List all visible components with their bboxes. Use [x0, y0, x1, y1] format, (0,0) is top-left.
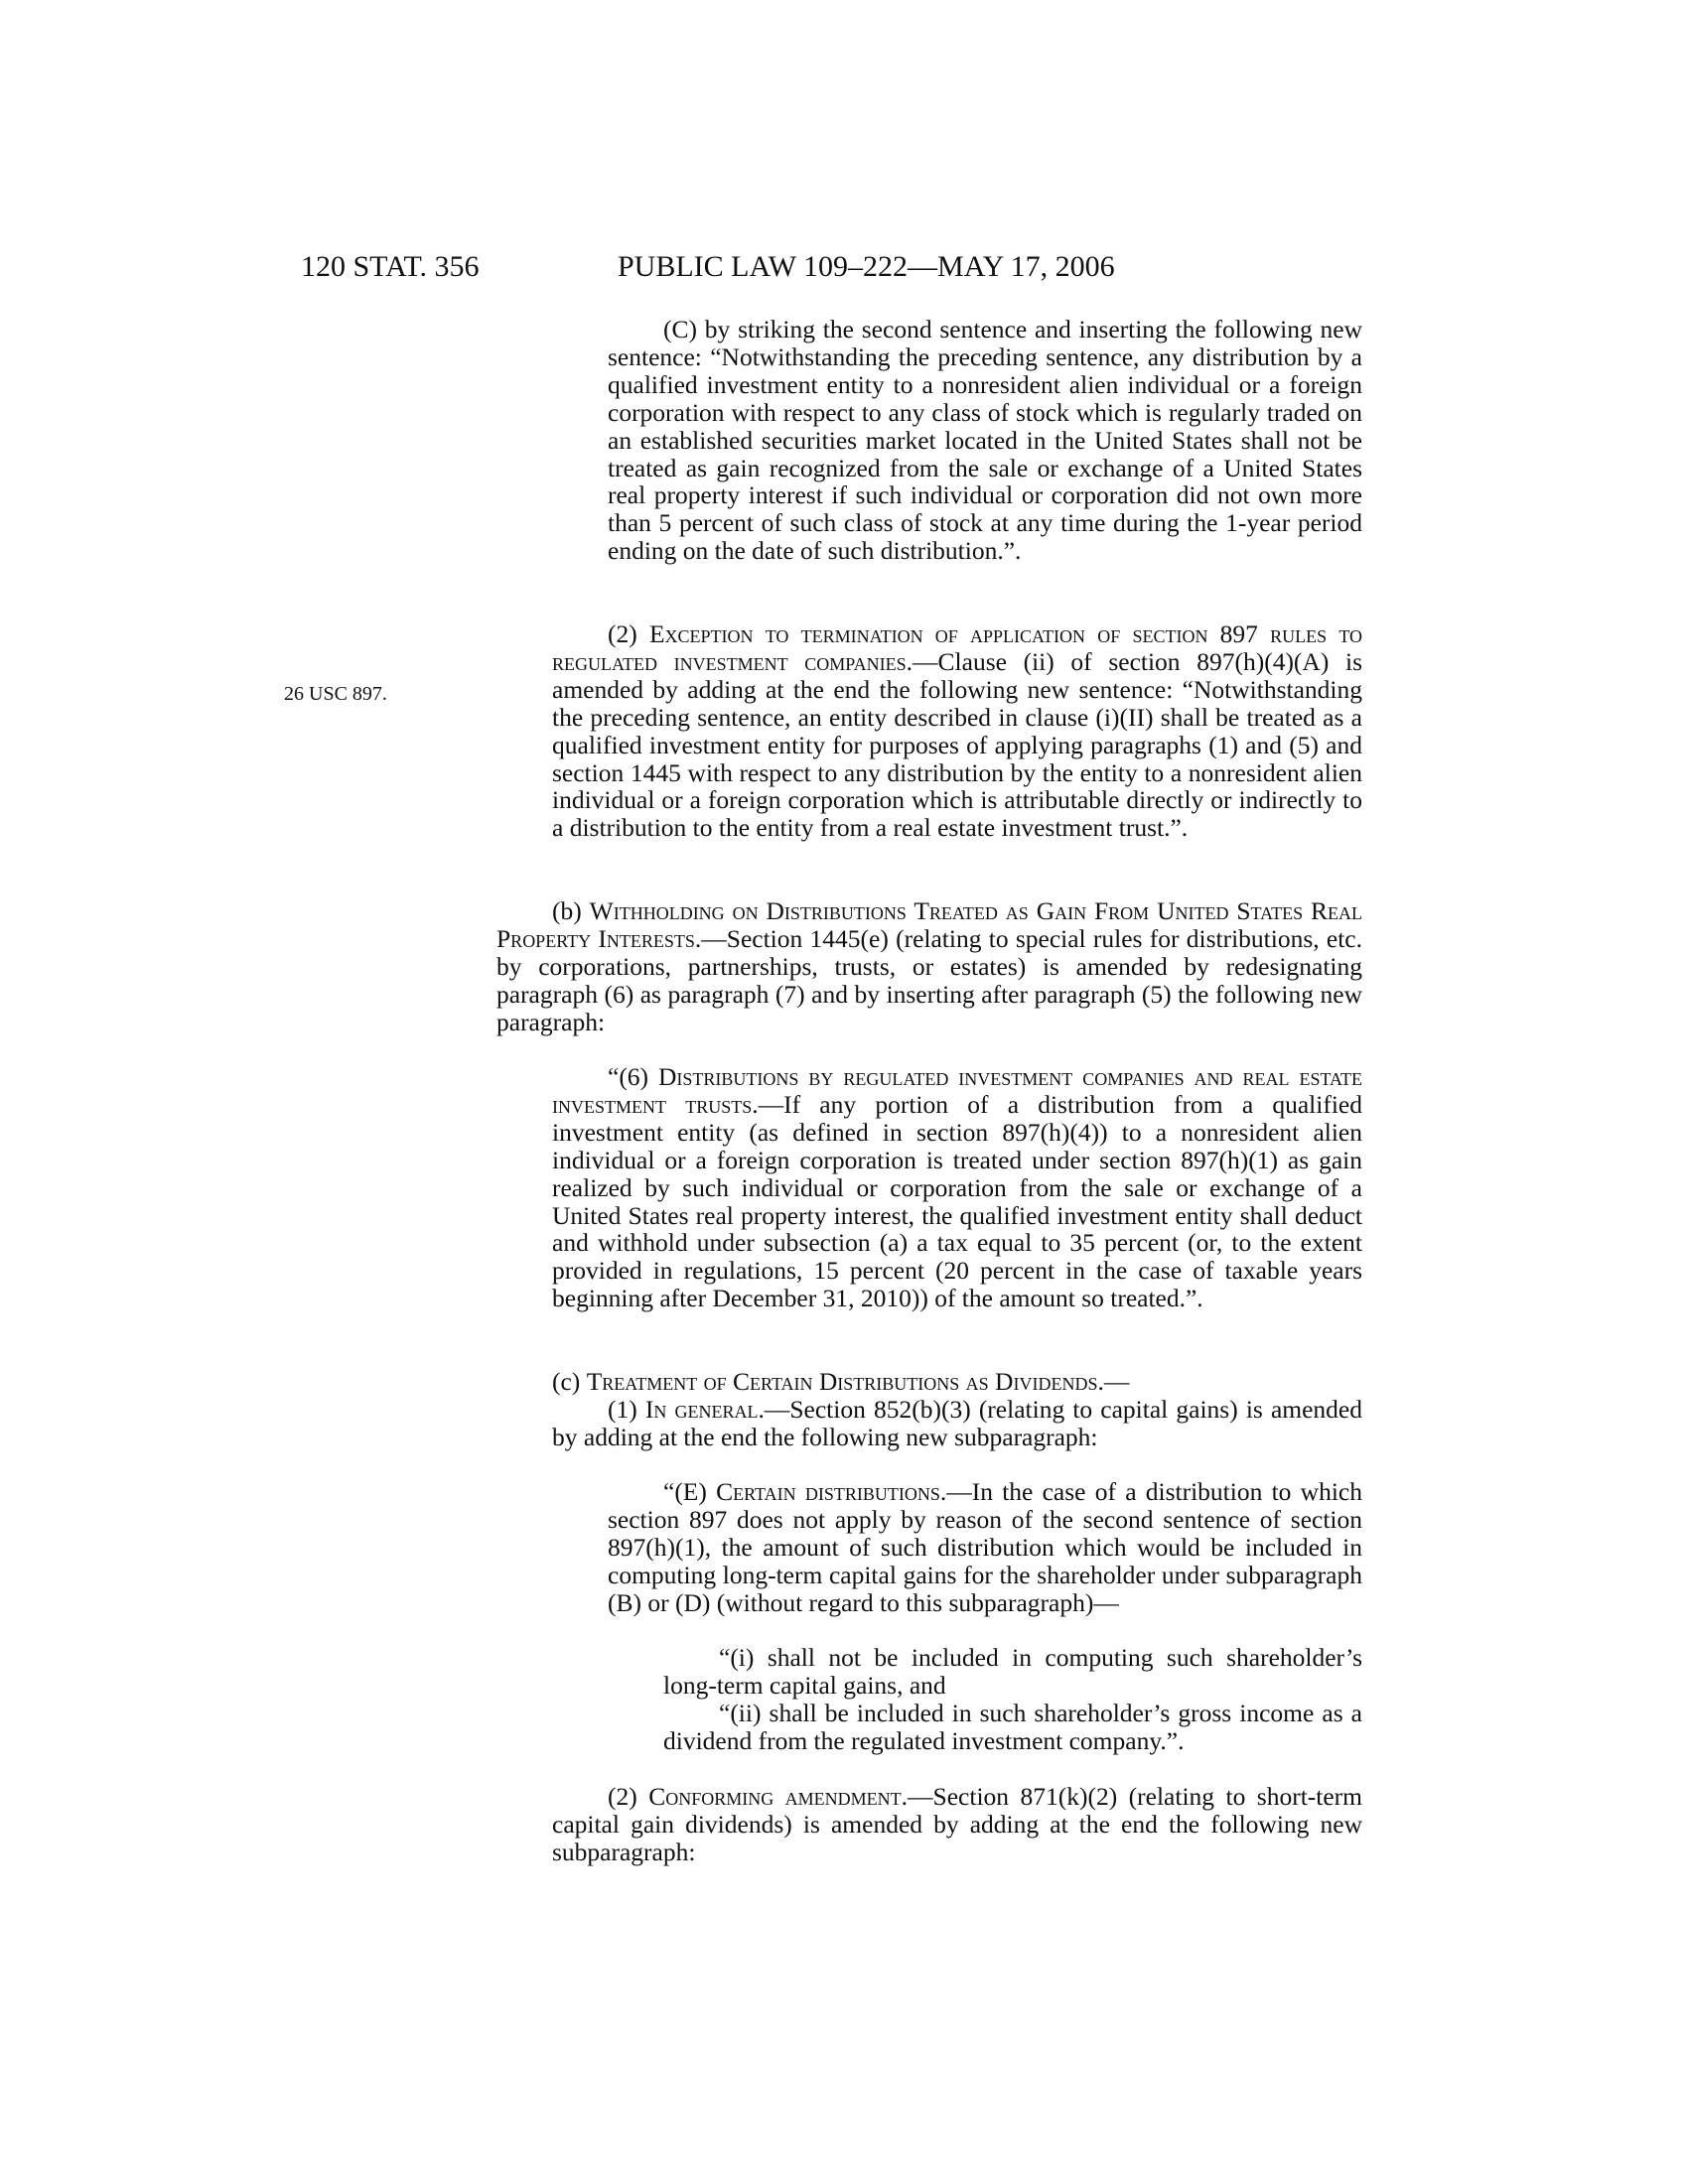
running-header-title: PUBLIC LAW 109–222—MAY 17, 2006 — [618, 250, 1115, 283]
paragraph-text: — — [1103, 1367, 1130, 1396]
paragraph-text: —Clause (ii) of section 897(h)(4)(A) is amended by adding at the end the following new sentence: “Notwithstanding the preceding sentence, an entity described in clause (i)(II) shall be treated as a qualified investment entity for purposes of applying paragraphs (1) and (5) and section 1445 with respect to any distribution by the entity to a nonresident alien individual or a foreign corporation which is attributable directly or indirectly to a distribution to the entity from a real estate investment trust.”. — [552, 646, 1363, 843]
paragraph-lead: (2) — [608, 619, 649, 648]
paragraph-heading: In general. — [644, 1395, 765, 1424]
paragraph-6-distributions — [552, 1063, 1362, 1312]
paragraph-text: —In the case of a distribution to which section 897 does not apply by reason of the second sentence of section 897(h)(1), the amount of such distribution which would be included in computing long-term capital gains for the shareholder under subparagraph (B) or (D) (without regard to this subparagraph)— — [608, 1477, 1362, 1617]
paragraph-heading: Treatment of Certain Distributions as Dividends. — [586, 1367, 1104, 1396]
paragraph-2-conforming — [552, 1783, 1362, 1866]
paragraph-text: (C) by striking the second sentence and inserting the following new sentence: “Notwithstanding the preceding sentence, any distribution by a qualified investment entity to a nonresident alien individual or a foreign corporation with respect to any class of stock which is regularly traded on an established securities market located in the United States shall not be treated as gain recognized from the sale or exchange of a United States real property interest if such individual or corporation did not own more than 5 percent of such class of stock at any time during the 1-year period ending on the date of such distribution.”. — [608, 315, 1362, 566]
margin-citation: 26 USC 897. — [284, 683, 387, 705]
paragraph-c-treatment — [496, 1368, 1362, 1396]
paragraph-text: “(i) shall not be included in computing such shareholder’s long-term capital gains, and — [663, 1643, 1362, 1700]
paragraph-1-in-general — [552, 1396, 1362, 1451]
paragraph-text: —Section 871(k)(2) (relating to short-term capital gain dividends) is amended by adding at the end the following new subparagraph: — [552, 1782, 1363, 1866]
paragraph-lead: “(6) — [608, 1062, 659, 1091]
paragraph-text: —Section 852(b)(3) (relating to capital gains) is amended by adding at the end the following new subparagraph: — [552, 1395, 1362, 1451]
paragraph-heading: Exception to termination of application of section 897 rules to regulated investment companies. — [552, 619, 1363, 676]
paragraph-lead: (c) — [552, 1367, 587, 1396]
paragraph-heading: Distributions by regulated investment companies and real estate investment trusts. — [552, 1062, 1362, 1119]
clause-i — [663, 1644, 1362, 1700]
page-number: 120 STAT. 356 — [301, 250, 480, 283]
paragraph-c-striking — [608, 316, 1362, 565]
paragraph-heading: Conforming amendment. — [648, 1782, 909, 1811]
paragraph-text: “(ii) shall be included in such shareholder’s gross income as a dividend from the regulated investment company.”. — [663, 1699, 1362, 1755]
paragraph-text: —Section 1445(e) (relating to special rules for distributions, etc. by corporations, partnerships, trusts, or estates) is amended by redesignating paragraph (6) as paragraph (7) and by inserting after paragraph (5) the following new paragraph: — [496, 923, 1362, 1036]
paragraph-lead: (b) — [552, 896, 590, 925]
paragraph-e-certain-distributions — [608, 1478, 1362, 1617]
paragraph-lead: “(E) — [663, 1477, 717, 1506]
paragraph-heading: Withholding on Distributions Treated as Gain From United States Real Property Interests. — [496, 896, 1363, 953]
clause-ii — [663, 1700, 1362, 1755]
paragraph-lead: (2) — [608, 1782, 649, 1811]
paragraph-text: —If any portion of a distribution from a qualified investment entity (as defined in section 897(h)(4)) to a nonresident alien individual or a foreign corporation is treated under section 897(h)(1) as gain realized by such individual or corporation from the sale or exchange of a United States real property interest, the qualified investment entity shall deduct and withhold under subsection (a) a tax equal to 35 percent (or, to the extent provided in regulations, 15 percent (20 percent in the case of taxable years beginning after December 31, 2010)) of the amount so treated.”. — [552, 1089, 1362, 1313]
paragraph-lead: (1) — [608, 1395, 645, 1424]
paragraph-b-withholding — [496, 897, 1362, 1036]
paragraph-2-exception — [552, 620, 1362, 842]
paragraph-heading: Certain distributions. — [716, 1477, 947, 1506]
